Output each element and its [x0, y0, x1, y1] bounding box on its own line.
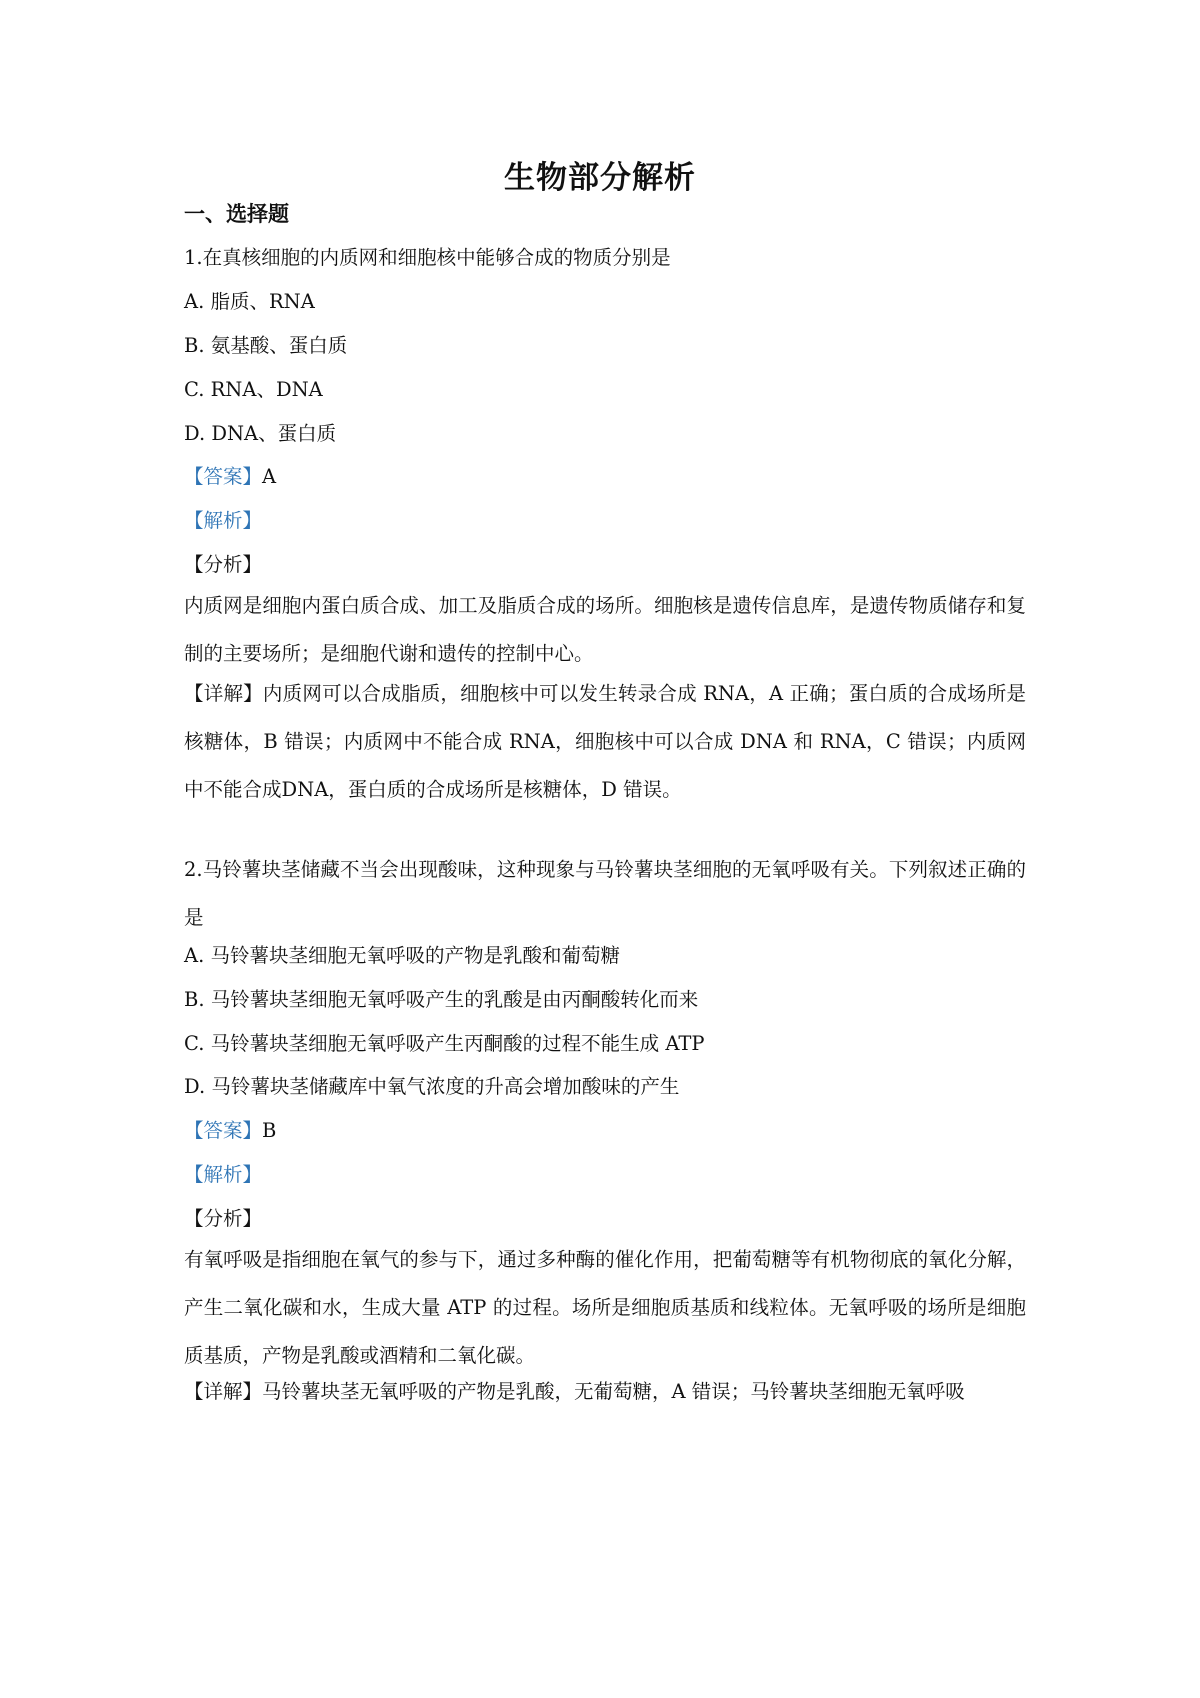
q2-detail [184, 1368, 1026, 1416]
q2-answer-label: 【答案】 [184, 1119, 263, 1142]
q1-option-c: C. RNA、DNA [184, 378, 323, 401]
q2-option-a: A. 马铃薯块茎细胞无氧呼吸的产物是乳酸和葡萄糖 [184, 944, 620, 967]
q1-jiexi-label: 【解析】 [184, 509, 263, 532]
q2-option-d: D. 马铃薯块茎储藏库中氧气浓度的升高会增加酸味的产生 [184, 1075, 680, 1098]
q2-detail-text: 马铃薯块茎无氧呼吸的产物是乳酸，无葡萄糖，A 错误；马铃薯块茎细胞无氧呼吸 [262, 1380, 965, 1403]
q1-detail [184, 670, 1026, 814]
q1-option-b: B. 氨基酸、蛋白质 [184, 334, 348, 357]
q2-answer-value: B [262, 1119, 277, 1142]
q2-fenxi-text: 有氧呼吸是指细胞在氧气的参与下，通过多种酶的催化作用，把葡萄糖等有机物彻底的氧化分解，产生二氧化碳和水，生成大量 ATP 的过程。场所是细胞质基质和线粒体。无氧呼吸的场所是细胞质基质，产物是乳酸或酒精和二氧化碳。 [184, 1248, 1026, 1367]
q2-option-b: B. 马铃薯块茎细胞无氧呼吸产生的乳酸是由丙酮酸转化而来 [184, 988, 699, 1011]
q2-jiexi-label: 【解析】 [184, 1163, 263, 1186]
page-title: 生物部分解析 [504, 160, 696, 196]
section-heading: 一、选择题 [184, 201, 289, 226]
q1-fenxi-label: 【分析】 [184, 553, 263, 576]
q1-detail-label: 【详解】 [184, 682, 263, 705]
q2-fenxi-label: 【分析】 [184, 1207, 263, 1230]
q2-option-c: C. 马铃薯块茎细胞无氧呼吸产生丙酮酸的过程不能生成 ATP [184, 1032, 705, 1055]
q1-answer-label: 【答案】 [184, 465, 263, 488]
q2-detail-label: 【详解】 [184, 1380, 263, 1403]
q1-detail-text: 内质网可以合成脂质，细胞核中可以发生转录合成 RNA，A 正确；蛋白质的合成场所是核糖体，B 错误；内质网中不能合成 RNA，细胞核中可以合成 DNA 和 RNA，C 错误；内质网中不能合成DNA，蛋白质的合成场所是核糖体，D 错误。 [184, 682, 1026, 801]
q1-answer [184, 463, 276, 491]
q1-stem: 1.在真核细胞的内质网和细胞核中能够合成的物质分别是 [184, 246, 671, 269]
q1-option-d: D. DNA、蛋白质 [184, 422, 337, 445]
q1-fenxi-text: 内质网是细胞内蛋白质合成、加工及脂质合成的场所。细胞核是遗传信息库，是遗传物质储存和复制的主要场所；是细胞代谢和遗传的控制中心。 [184, 594, 1026, 665]
q2-stem: 2.马铃薯块茎储藏不当会出现酸味，这种现象与马铃薯块茎细胞的无氧呼吸有关。下列叙述正确的是 [184, 858, 1026, 929]
q1-answer-value: A [262, 465, 277, 488]
q1-option-a: A. 脂质、RNA [184, 290, 315, 313]
q2-answer [184, 1117, 276, 1145]
